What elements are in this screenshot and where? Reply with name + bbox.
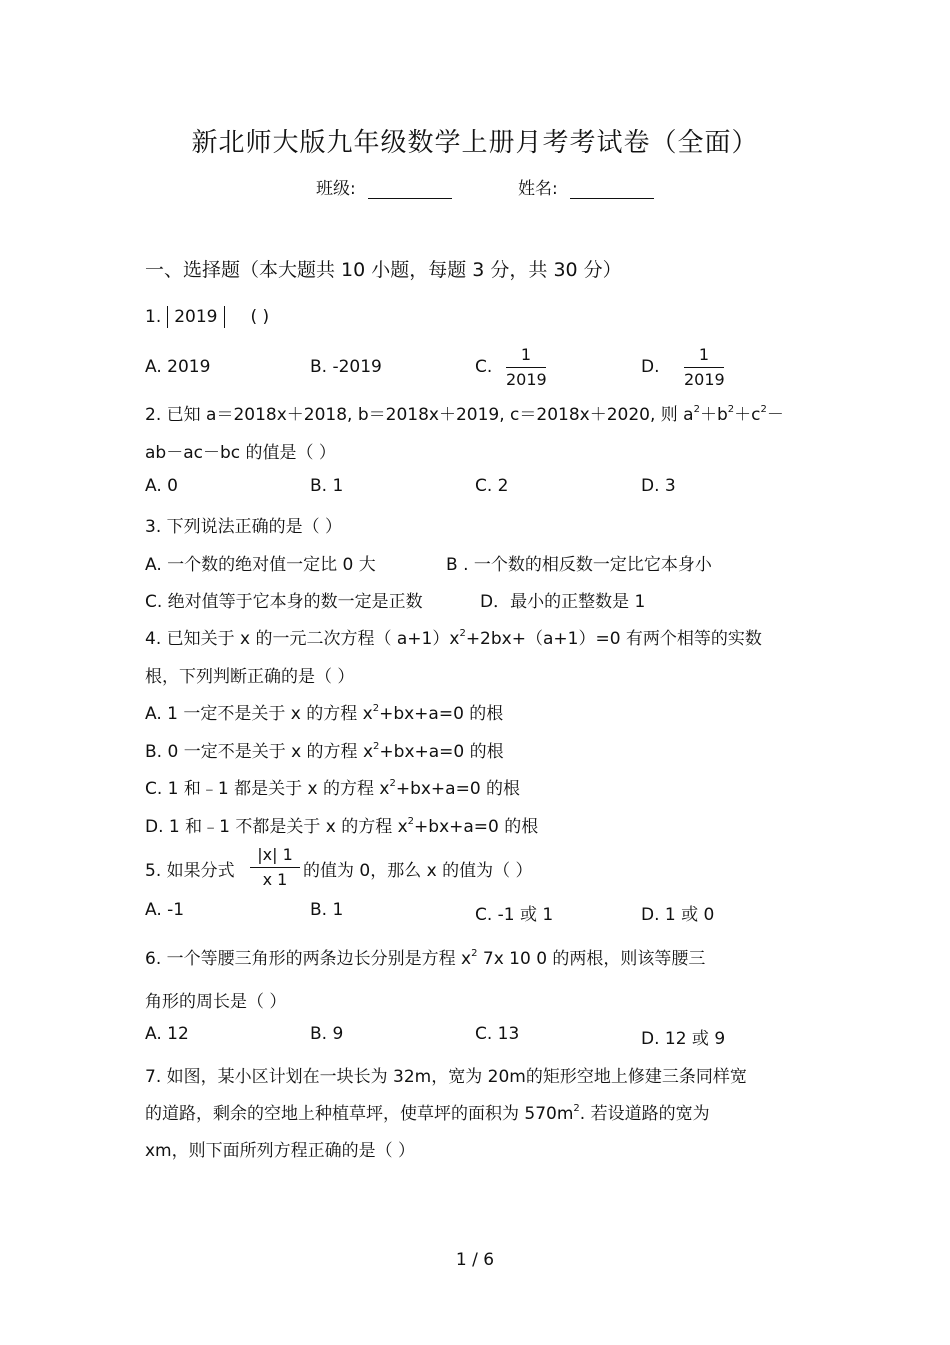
q3-option-a: A. 一个数的绝对值一定比 0 大 [145, 555, 376, 575]
q6-text-a: 6. 一个等腰三角形的两条边长分别是方程 x [145, 949, 472, 969]
question-7-line-3: xm，则下面所列方程正确的是（ ） [145, 1141, 416, 1161]
q7-text-b: . 若设道路的宽为 [579, 1104, 710, 1124]
exponent: 2 [693, 404, 700, 415]
abs-bar-right [224, 306, 225, 328]
question-7-line-2 [145, 1099, 710, 1124]
q4-option-b-text: B. 0 一定不是关于 x 的方程 x [145, 742, 374, 762]
name-label: 姓名: [518, 179, 558, 199]
q2-text-d: － [766, 405, 784, 425]
exponent: 2 [373, 741, 380, 752]
fraction-bar [684, 367, 724, 368]
abs-bar-left [167, 306, 168, 328]
q4-option-c-tail: +bx+a=0 的根 [395, 779, 521, 799]
fraction-denominator: 2019 [684, 370, 725, 389]
answer-paren: ( ) [250, 307, 270, 327]
q4-option-a-text: A. 1 一定不是关于 x 的方程 x [145, 704, 373, 724]
q7-text-a: 的道路，剩余的空地上种植草坪，使草坪的面积为 570m [145, 1104, 574, 1124]
page-number: 1 / 6 [455, 1250, 495, 1270]
question-number: 1. [145, 307, 162, 327]
q1-option-d-fraction [684, 345, 724, 389]
q5-option-b: B. 1 [310, 900, 344, 920]
q2-option-b: B. 1 [310, 476, 344, 496]
class-label: 班级: [316, 179, 356, 199]
class-blank [368, 180, 452, 199]
section-heading: 一、选择题（本大题共 10 小题，每题 3 分，共 30 分） [145, 259, 622, 281]
q1-option-b: B. -2019 [310, 357, 382, 377]
question-3-stem: 3. 下列说法正确的是（ ） [145, 517, 343, 537]
q4-option-a [145, 699, 503, 724]
q5-option-c: C. -1 或 1 [475, 905, 554, 925]
exponent: 2 [407, 816, 415, 827]
q1-option-d-label: D. [641, 357, 660, 377]
q6-option-d: D. 12 或 9 [641, 1029, 726, 1049]
question-6-line-2: 角形的周长是（ ） [145, 992, 287, 1012]
q5-option-d: D. 1 或 0 [641, 905, 715, 925]
q4-option-d [145, 812, 538, 837]
q4-option-d-tail: +bx+a=0 的根 [414, 817, 539, 837]
q2-text-c: ＋c [734, 405, 761, 425]
q3-option-c: C. 绝对值等于它本身的数一定是正数 [145, 592, 423, 612]
fraction-numerator: |x| 1 [257, 845, 293, 864]
q1-option-a: A. 2019 [145, 357, 211, 377]
q3-option-b: B . 一个数的相反数一定比它本身小 [446, 555, 712, 575]
question-2-line-2: ab－ac－bc 的值是（ ） [145, 443, 336, 463]
q2-text-a: 2. 已知 a＝2018x＋2018, b＝2018x＋2019, c＝2018x＋2020, 则 a [145, 405, 694, 425]
question-1-stem [145, 306, 269, 328]
fraction-numerator: 1 [698, 345, 710, 364]
fraction-denominator: 2019 [506, 370, 547, 389]
fraction-bar [250, 867, 300, 868]
q4-text-a: 4. 已知关于 x 的一元二次方程（ a+1）x [145, 629, 460, 649]
q1-option-c-fraction [506, 345, 546, 389]
question-5-pre: 5. 如果分式 [145, 861, 235, 881]
q5-fraction [250, 845, 300, 889]
q2-option-c: C. 2 [475, 476, 509, 496]
q6-text-b: 7x 10 0 的两根，则该等腰三 [477, 949, 706, 969]
q1-option-c-label: C. [475, 357, 493, 377]
exponent: 2 [760, 404, 767, 415]
question-5-post: 的值为 0，那么 x 的值为（ ） [303, 861, 533, 881]
name-field [518, 174, 654, 199]
question-6-line-1 [145, 944, 705, 969]
class-field [316, 174, 452, 199]
q4-option-a-tail: +bx+a=0 的根 [379, 704, 504, 724]
q4-option-d-text: D. 1 和﹣1 不都是关于 x 的方程 x [145, 817, 408, 837]
exponent: 2 [372, 703, 380, 714]
q2-option-d: D. 3 [641, 476, 676, 496]
q2-text-b: ＋b [699, 405, 728, 425]
exponent: 2 [459, 628, 466, 639]
question-4-line-1 [145, 624, 762, 649]
q4-option-c-text: C. 1 和﹣1 都是关于 x 的方程 x [145, 779, 390, 799]
exponent: 2 [727, 404, 735, 415]
fraction-denominator: x 1 [262, 870, 288, 889]
q4-option-b-tail: +bx+a=0 的根 [379, 742, 504, 762]
exponent: 2 [573, 1103, 580, 1114]
q4-option-b [145, 737, 504, 762]
q5-option-a: A. -1 [145, 900, 185, 920]
q6-option-b: B. 9 [310, 1024, 344, 1044]
question-7-line-1: 7. 如图，某小区计划在一块长为 32m，宽为 20m的矩形空地上修建三条同样宽 [145, 1067, 747, 1087]
q4-option-c [145, 774, 520, 799]
exponent: 2 [389, 778, 396, 789]
abs-expression: 2019 [174, 307, 218, 327]
q4-text-b: +2bx+（a+1）=0 有两个相等的实数 [465, 629, 762, 649]
fraction-numerator: 1 [520, 345, 532, 364]
exponent: 2 [471, 948, 478, 959]
question-4-line-2: 根，下列判断正确的是（ ） [145, 667, 355, 687]
page-title: 新北师大版九年级数学上册月考考试卷（全面） [191, 128, 759, 158]
q3-option-d: D．最小的正整数是 1 [480, 592, 646, 612]
name-blank [570, 180, 654, 199]
q6-option-a: A. 12 [145, 1024, 189, 1044]
question-2-line-1 [145, 400, 784, 425]
q6-option-c: C. 13 [475, 1024, 520, 1044]
fraction-bar [506, 367, 546, 368]
q2-option-a: A. 0 [145, 476, 178, 496]
